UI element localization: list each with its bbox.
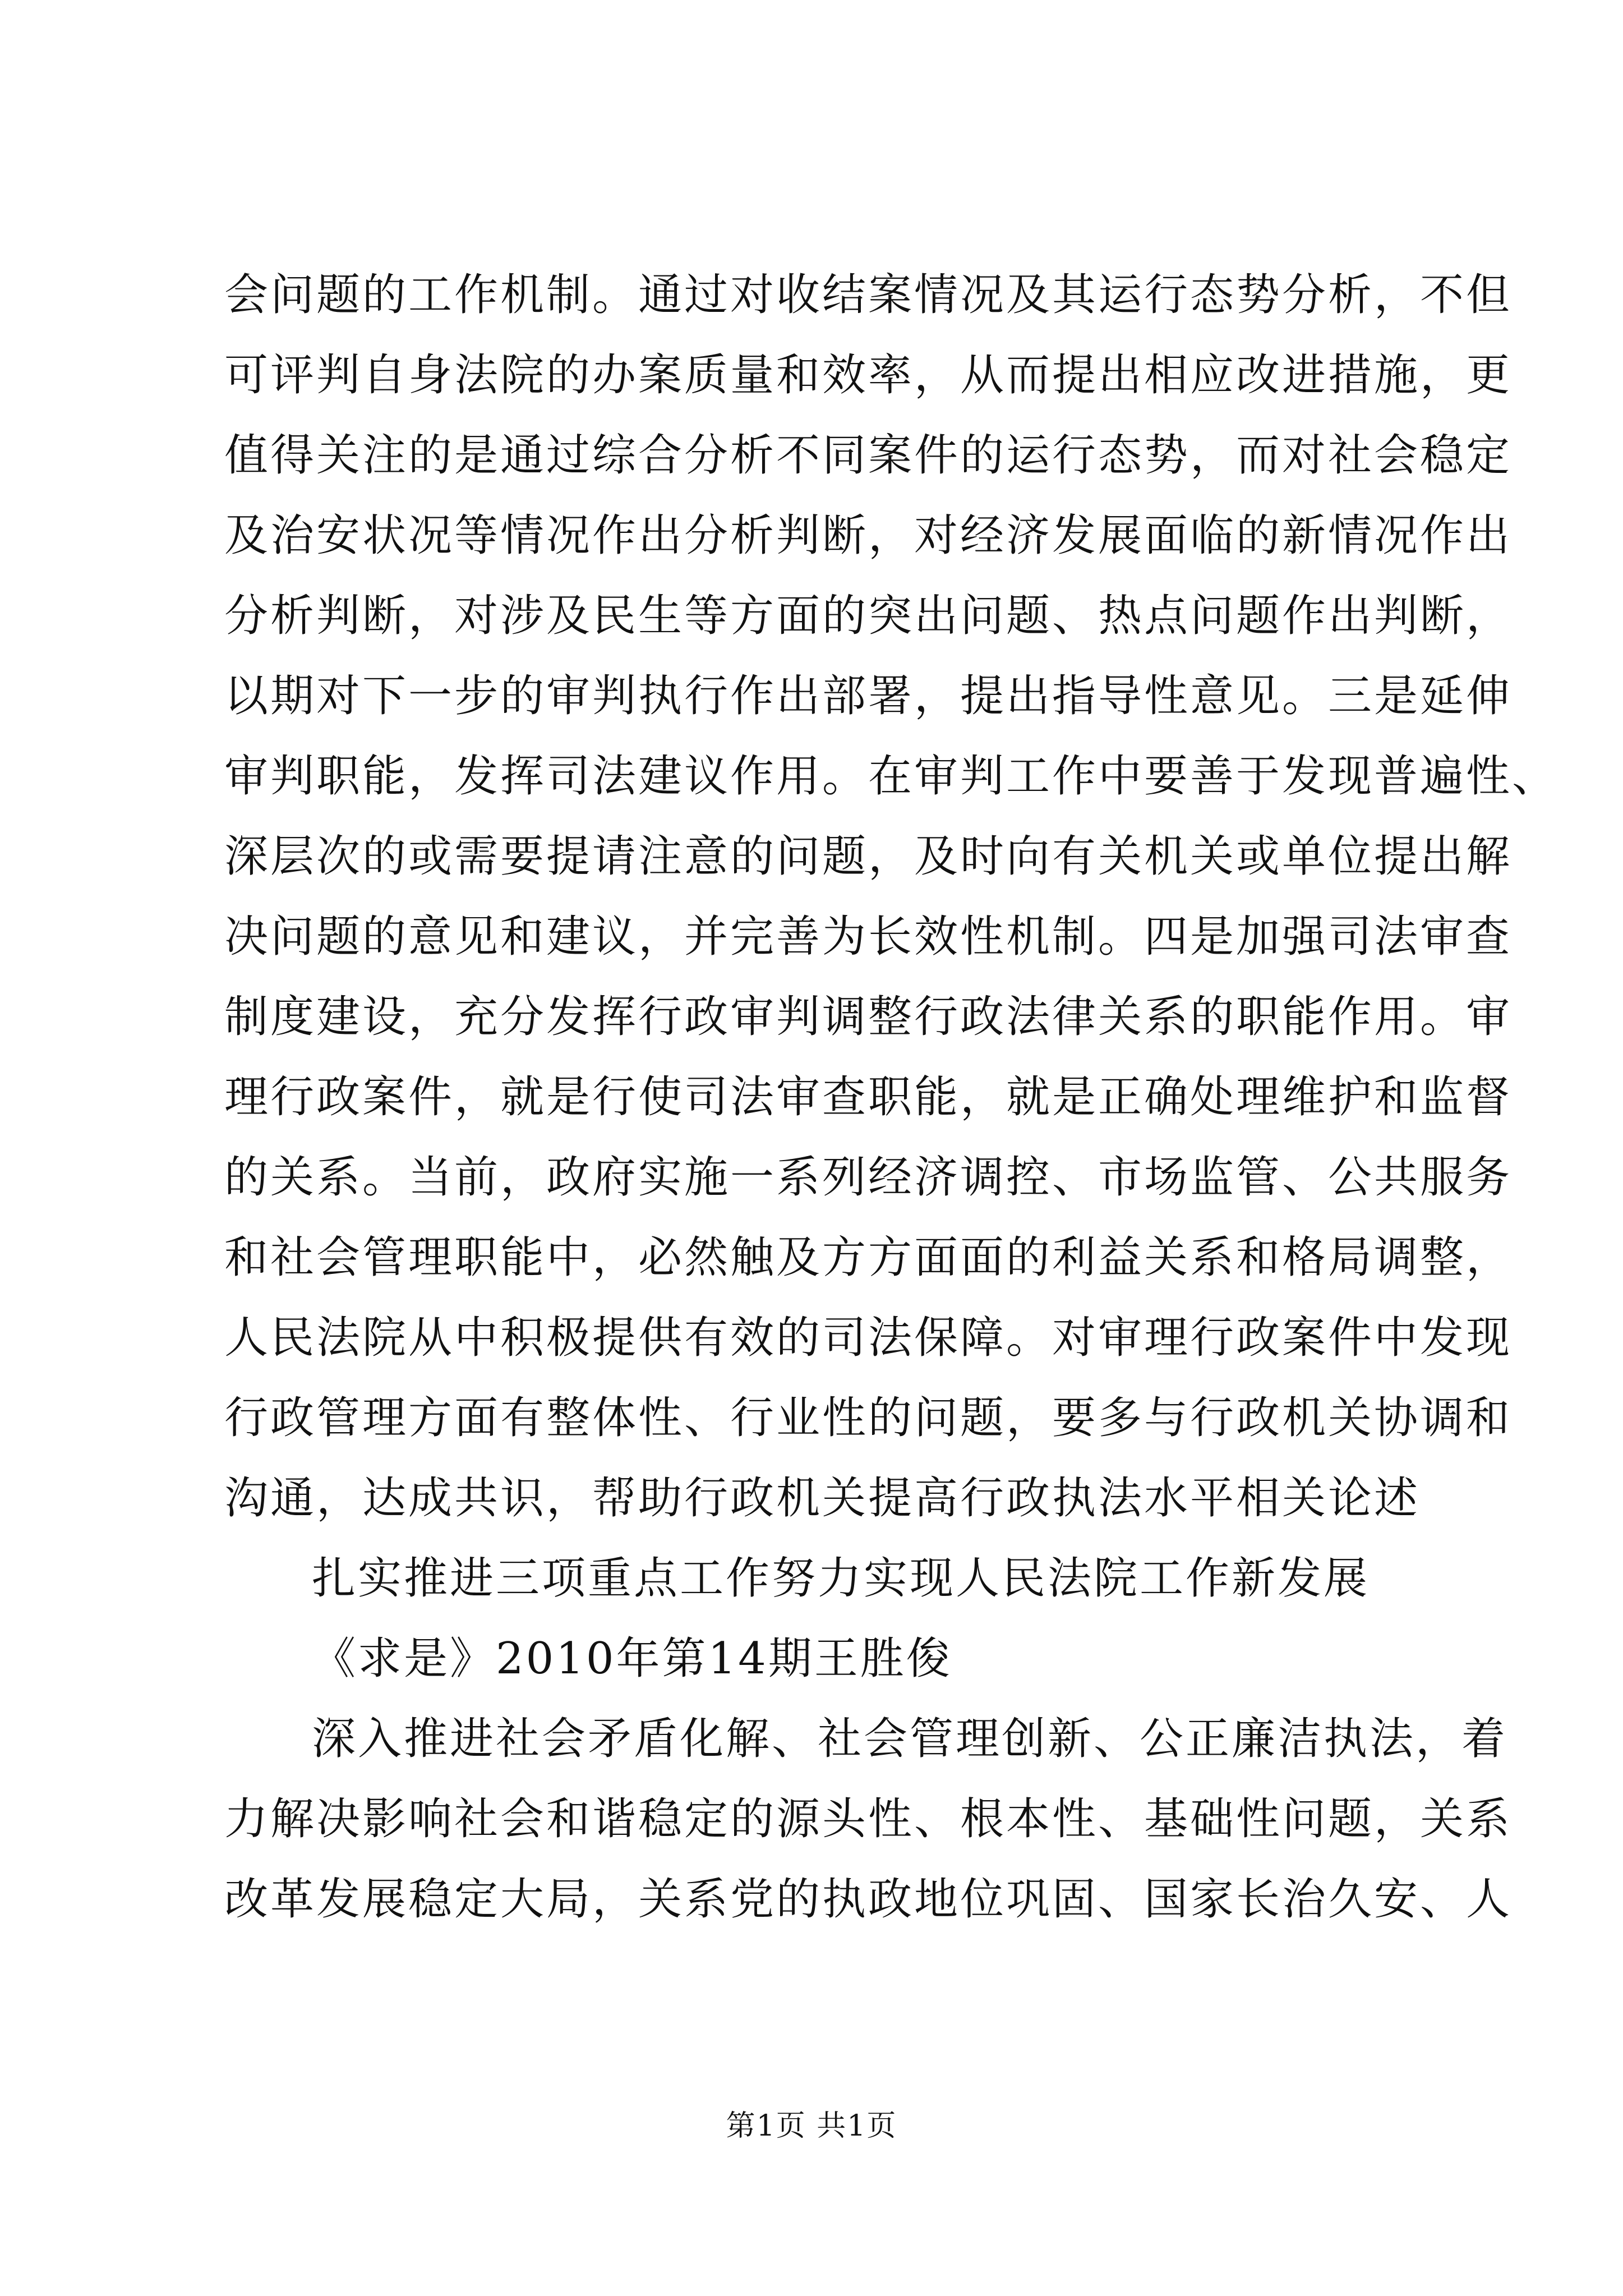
text-line: 决问题的意见和建议，并完善为长效性机制。四是加强司法审查: [224, 912, 1513, 962]
text-line: 以期对下一步的审判执行作出部署，提出指导性意见。三是延伸: [224, 671, 1513, 721]
text-line: 人民法院从中积极提供有效的司法保障。对审理行政案件中发现: [224, 1313, 1513, 1363]
text-line: 审判职能，发挥司法建议作用。在审判工作中要善于发现普遍性、: [224, 751, 1559, 802]
text-line: 力解决影响社会和谐稳定的源头性、根本性、基础性问题，关系: [224, 1794, 1513, 1844]
text-line: 及治安状况等情况作出分析判断，对经济发展面临的新情况作出: [224, 510, 1513, 561]
text-line: 和社会管理职能中，必然触及方方面面的利益关系和格局调整，: [224, 1232, 1513, 1283]
page-footer: 第1页 共1页: [726, 2109, 897, 2143]
text-line: 行政管理方面有整体性、行业性的问题，要多与行政机关协调和: [224, 1393, 1513, 1443]
article-title: 扎实推进三项重点工作努力实现人民法院工作新发展: [312, 1553, 1370, 1604]
text-line: 会问题的工作机制。通过对收结案情况及其运行态势分析，不但: [224, 270, 1513, 320]
text-line: 可评判自身法院的办案质量和效率，从而提出相应改进措施，更: [224, 350, 1513, 401]
text-line: 分析判断，对涉及民生等方面的突出问题、热点问题作出判断，: [224, 591, 1513, 641]
text-line: 理行政案件，就是行使司法审查职能，就是正确处理维护和监督: [224, 1072, 1513, 1122]
article-source: 《求是》2010年第14期王胜俊: [312, 1634, 952, 1684]
text-line: 制度建设，充分发挥行政审判调整行政法律关系的职能作用。审: [224, 992, 1513, 1042]
body-text: [224, 255, 1559, 1940]
text-line: 的关系。当前，政府实施一系列经济调控、市场监管、公共服务: [224, 1152, 1513, 1203]
text-line: 值得关注的是通过综合分析不同案件的运行态势，而对社会稳定: [224, 430, 1513, 481]
text-line: 深入推进社会矛盾化解、社会管理创新、公正廉洁执法，着: [312, 1714, 1508, 1764]
text-line: 沟通，达成共识，帮助行政机关提高行政执法水平相关论述: [224, 1473, 1421, 1524]
text-line: 改革发展稳定大局，关系党的执政地位巩固、国家长治久安、人: [224, 1874, 1513, 1925]
text-line: 深层次的或需要提请注意的问题，及时向有关机关或单位提出解: [224, 831, 1513, 882]
